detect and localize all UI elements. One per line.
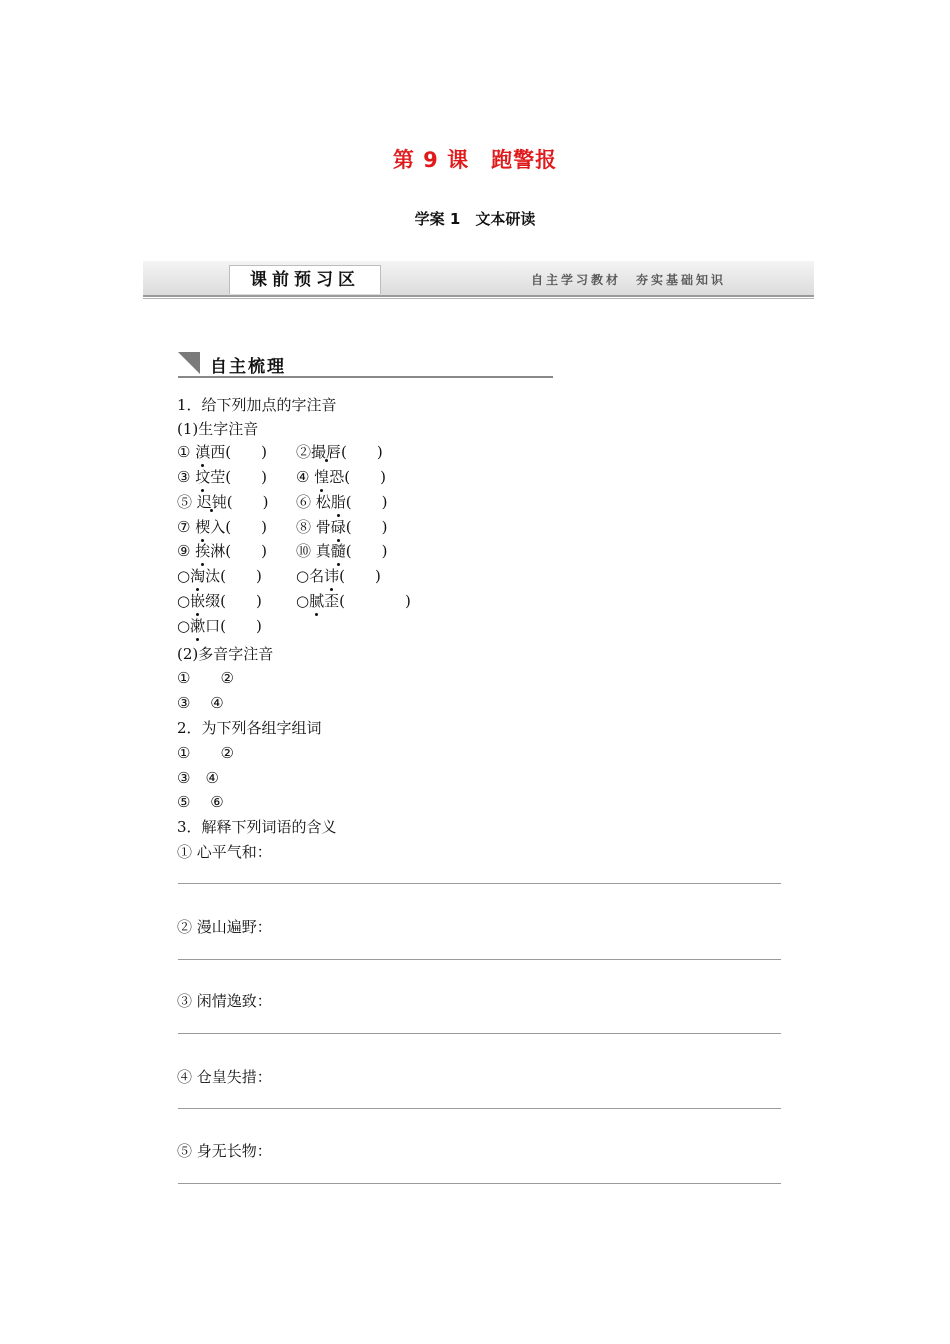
pinyin-item-suffix[interactable]: 西( ) <box>210 443 267 461</box>
dotted-char: 惶 <box>314 468 330 486</box>
term-item: ⑤ 身无长物： <box>177 1142 272 1160</box>
pinyin-item <box>177 492 269 512</box>
term-item: ① 心平气和： <box>177 843 272 861</box>
lesson-subtitle: 学案 1 文本研读 <box>414 210 536 228</box>
pinyin-item-prefix: ○ <box>177 567 191 585</box>
pinyin-item <box>296 442 383 462</box>
pinyin-item <box>177 467 267 487</box>
dotted-char: 滇 <box>195 443 211 461</box>
pinyin-item-suffix[interactable]: ( ) <box>345 542 388 560</box>
dotted-char: 漱 <box>190 617 206 635</box>
banner-tab: 课前预习区 <box>229 265 381 294</box>
pinyin-item-suffix[interactable]: 唇( ) <box>326 443 383 461</box>
question-3-title: 3．解释下列词语的含义 <box>177 818 337 836</box>
term-item: ④ 仓皇失措： <box>177 1068 272 1086</box>
pinyin-item-prefix: ⑧ 骨 <box>296 518 331 536</box>
answer-line[interactable] <box>178 1108 781 1109</box>
section-label: 自主梳理 <box>210 357 286 377</box>
section-header <box>178 352 553 378</box>
pinyin-item-prefix: ① <box>177 443 196 461</box>
pinyin-item <box>177 616 262 636</box>
pinyin-item-prefix: ⑨ <box>177 542 196 560</box>
pinyin-item-prefix: ○ <box>296 592 310 610</box>
pinyin-item-prefix: ⑩ 真 <box>296 542 331 560</box>
dotted-char: 讳 <box>324 567 340 585</box>
banner-underline <box>143 298 814 299</box>
answer-line[interactable] <box>178 959 781 960</box>
pinyin-item-suffix[interactable]: 入( ) <box>210 518 267 536</box>
dotted-char: 坟 <box>195 468 211 486</box>
pinyin-item <box>296 541 388 561</box>
word-group-row: ① ② <box>177 744 234 762</box>
pinyin-item-prefix: ○名 <box>296 567 325 585</box>
pinyin-item-suffix[interactable]: 汰( ) <box>205 567 262 585</box>
pinyin-item-suffix[interactable]: 歪( ) <box>324 592 411 610</box>
pinyin-item <box>177 442 267 462</box>
banner-slogan: 自主学习教材 夯实基础知识 <box>530 273 726 287</box>
pinyin-item <box>177 541 267 561</box>
question-1-title: 1．给下列加点的字注音 <box>177 396 337 414</box>
pinyin-item-prefix: ○ <box>177 592 191 610</box>
pinyin-item <box>296 591 411 611</box>
pinyin-item-prefix: ⑥ 松 <box>296 493 331 511</box>
pinyin-item-prefix: ②撮 <box>296 443 327 461</box>
lesson-title: 第 9 课 跑警报 <box>392 148 558 172</box>
triangle-icon <box>178 352 200 374</box>
pinyin-item-prefix: ④ <box>296 468 315 486</box>
dotted-char: 腻 <box>309 592 325 610</box>
pinyin-item-suffix[interactable]: ( ) <box>339 567 381 585</box>
term-item: ② 漫山遍野： <box>177 918 272 936</box>
section-banner <box>143 261 814 297</box>
question-2-title: 2．为下列各组字组词 <box>177 719 322 737</box>
pinyin-item-prefix: ⑤ 迟 <box>177 493 212 511</box>
dotted-char: 脂 <box>330 493 346 511</box>
pinyin-item <box>177 591 262 611</box>
pinyin-item-suffix[interactable]: 淋( ) <box>210 542 267 560</box>
pinyin-item <box>296 492 388 512</box>
dotted-char: 挨 <box>195 542 211 560</box>
pinyin-item-suffix[interactable]: 恐( ) <box>329 468 386 486</box>
answer-line[interactable] <box>178 883 781 884</box>
pinyin-item-suffix[interactable]: 钝( ) <box>211 493 269 511</box>
subquestion-polyphonic: (2)多音字注音 <box>177 645 274 663</box>
pinyin-item-suffix[interactable]: ( ) <box>345 493 388 511</box>
subquestion-new-chars: (1)生字注音 <box>177 420 259 438</box>
answer-line[interactable] <box>178 1033 781 1034</box>
pinyin-item <box>296 467 386 487</box>
pinyin-item-suffix[interactable]: 茔( ) <box>210 468 267 486</box>
word-group-row: ③ ④ <box>177 769 219 787</box>
answer-line[interactable] <box>178 1183 781 1184</box>
polyphonic-row: ① ② <box>177 669 234 687</box>
dotted-char: 淘 <box>190 567 206 585</box>
dotted-char: 碌 <box>330 518 346 536</box>
dotted-char: 髓 <box>330 542 346 560</box>
pinyin-item <box>177 566 262 586</box>
pinyin-item <box>296 566 381 586</box>
polyphonic-row: ③ ④ <box>177 694 224 712</box>
pinyin-item <box>177 517 267 537</box>
pinyin-item-prefix: ③ <box>177 468 196 486</box>
pinyin-item-suffix[interactable]: 口( ) <box>205 617 262 635</box>
pinyin-item <box>296 517 388 537</box>
pinyin-item-prefix: ○ <box>177 617 191 635</box>
pinyin-item-prefix: ⑦ <box>177 518 196 536</box>
term-item: ③ 闲情逸致： <box>177 992 272 1010</box>
dotted-char: 嵌 <box>190 592 206 610</box>
pinyin-item-suffix[interactable]: 缀( ) <box>205 592 262 610</box>
pinyin-item-suffix[interactable]: ( ) <box>345 518 388 536</box>
word-group-row: ⑤ ⑥ <box>177 793 224 811</box>
dotted-char: 楔 <box>195 518 211 536</box>
